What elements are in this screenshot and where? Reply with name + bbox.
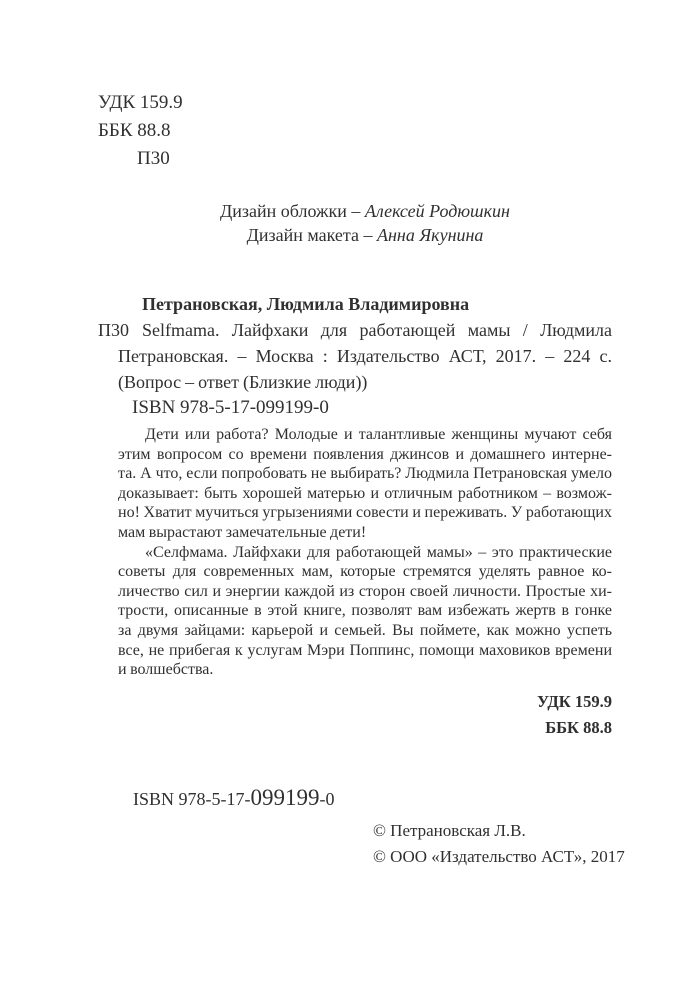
cover-designer-name: Алексей Родюшкин — [364, 201, 510, 221]
text-line: но! Хватит мучиться угрызениями совести и переживать. У работающих — [118, 504, 612, 522]
copyright-author: © Петрановская Л.В. — [373, 821, 526, 840]
author-sign-code-top: П30 — [137, 148, 170, 169]
text-line: за двумя зайцами: карьерой и семьей. Вы поймете, как можно успеть — [118, 621, 612, 639]
catalog-description — [118, 317, 612, 395]
isbn-bottom-suffix: -0 — [319, 789, 335, 809]
annotation-paragraph-2 — [118, 543, 612, 680]
text-line: трости, описанные в этой книге, позволят вам избежать жертв в гонке — [118, 602, 612, 620]
text-line: та. А что, если попробовать не выбирать? Людмила Петрановская умело — [118, 465, 612, 483]
text-line: этим вопросом со времени появления джинсов и домашнего интерне- — [118, 445, 612, 463]
isbn-bottom — [133, 785, 335, 810]
cover-design-label: Дизайн обложки – — [220, 201, 365, 221]
author-heading: Петрановская, Людмила Владимировна — [142, 294, 470, 314]
bbk-code-bottom: ББК 88.8 — [545, 717, 612, 737]
annotation-block — [118, 425, 612, 680]
copyright-block — [373, 818, 625, 870]
text-line: Selfmama. Лайфхаки для работающей мамы / Людмила — [142, 320, 612, 340]
catalog-author-sign-code: П30 — [98, 320, 129, 340]
top-codes-block — [98, 89, 183, 173]
isbn-bottom-prefix: ISBN 978-5-17- — [133, 789, 251, 809]
catalog-entry — [98, 291, 612, 421]
udk-code-bottom: УДК 159.9 — [536, 692, 612, 711]
udk-code-top: УДК 159.9 — [98, 92, 183, 113]
bbk-code-top: ББК 88.8 — [98, 120, 171, 141]
text-line: советы для современных мам, которые стремятся уделять равное ко- — [118, 563, 612, 581]
copyright-publisher: © ООО «Издательство АСТ», 2017 — [373, 847, 625, 866]
text-line: и волшебства. — [118, 661, 214, 679]
layout-design-label: Дизайн макета – — [246, 225, 377, 245]
text-line: доказывает: быть хорошей матерью и отличным работником – возмож- — [118, 484, 612, 502]
text-line: «Селфмама. Лайфхаки для работающей мамы» – это практические — [145, 543, 612, 561]
layout-design-credit — [118, 223, 612, 247]
bottom-codes-block — [537, 689, 612, 740]
text-line: мам вырастают замечательные дети! — [118, 523, 367, 541]
isbn-catalog: ISBN 978-5-17-099199-0 — [132, 397, 329, 418]
cover-design-credit — [118, 199, 612, 223]
text-line: (Вопрос – ответ (Близкие люди)) — [118, 372, 368, 392]
annotation-paragraph-1 — [118, 425, 612, 543]
text-line: Петрановская. – Москва : Издательство АСТ, 2017. – 224 с. — [118, 346, 612, 366]
isbn-bottom-number-large: 099199 — [250, 785, 320, 810]
text-line: личество сил и энергии каждой из сторон своей личности. Простые хи- — [118, 582, 612, 600]
text-line: Дети или работа? Молодые и талантливые женщины мучают себя — [145, 426, 612, 443]
design-credits — [118, 199, 612, 247]
layout-designer-name: Анна Якунина — [376, 225, 484, 245]
text-line: все, не прибегая к услугам Мэри Поппинс, помощи маховиков времени — [118, 641, 612, 659]
